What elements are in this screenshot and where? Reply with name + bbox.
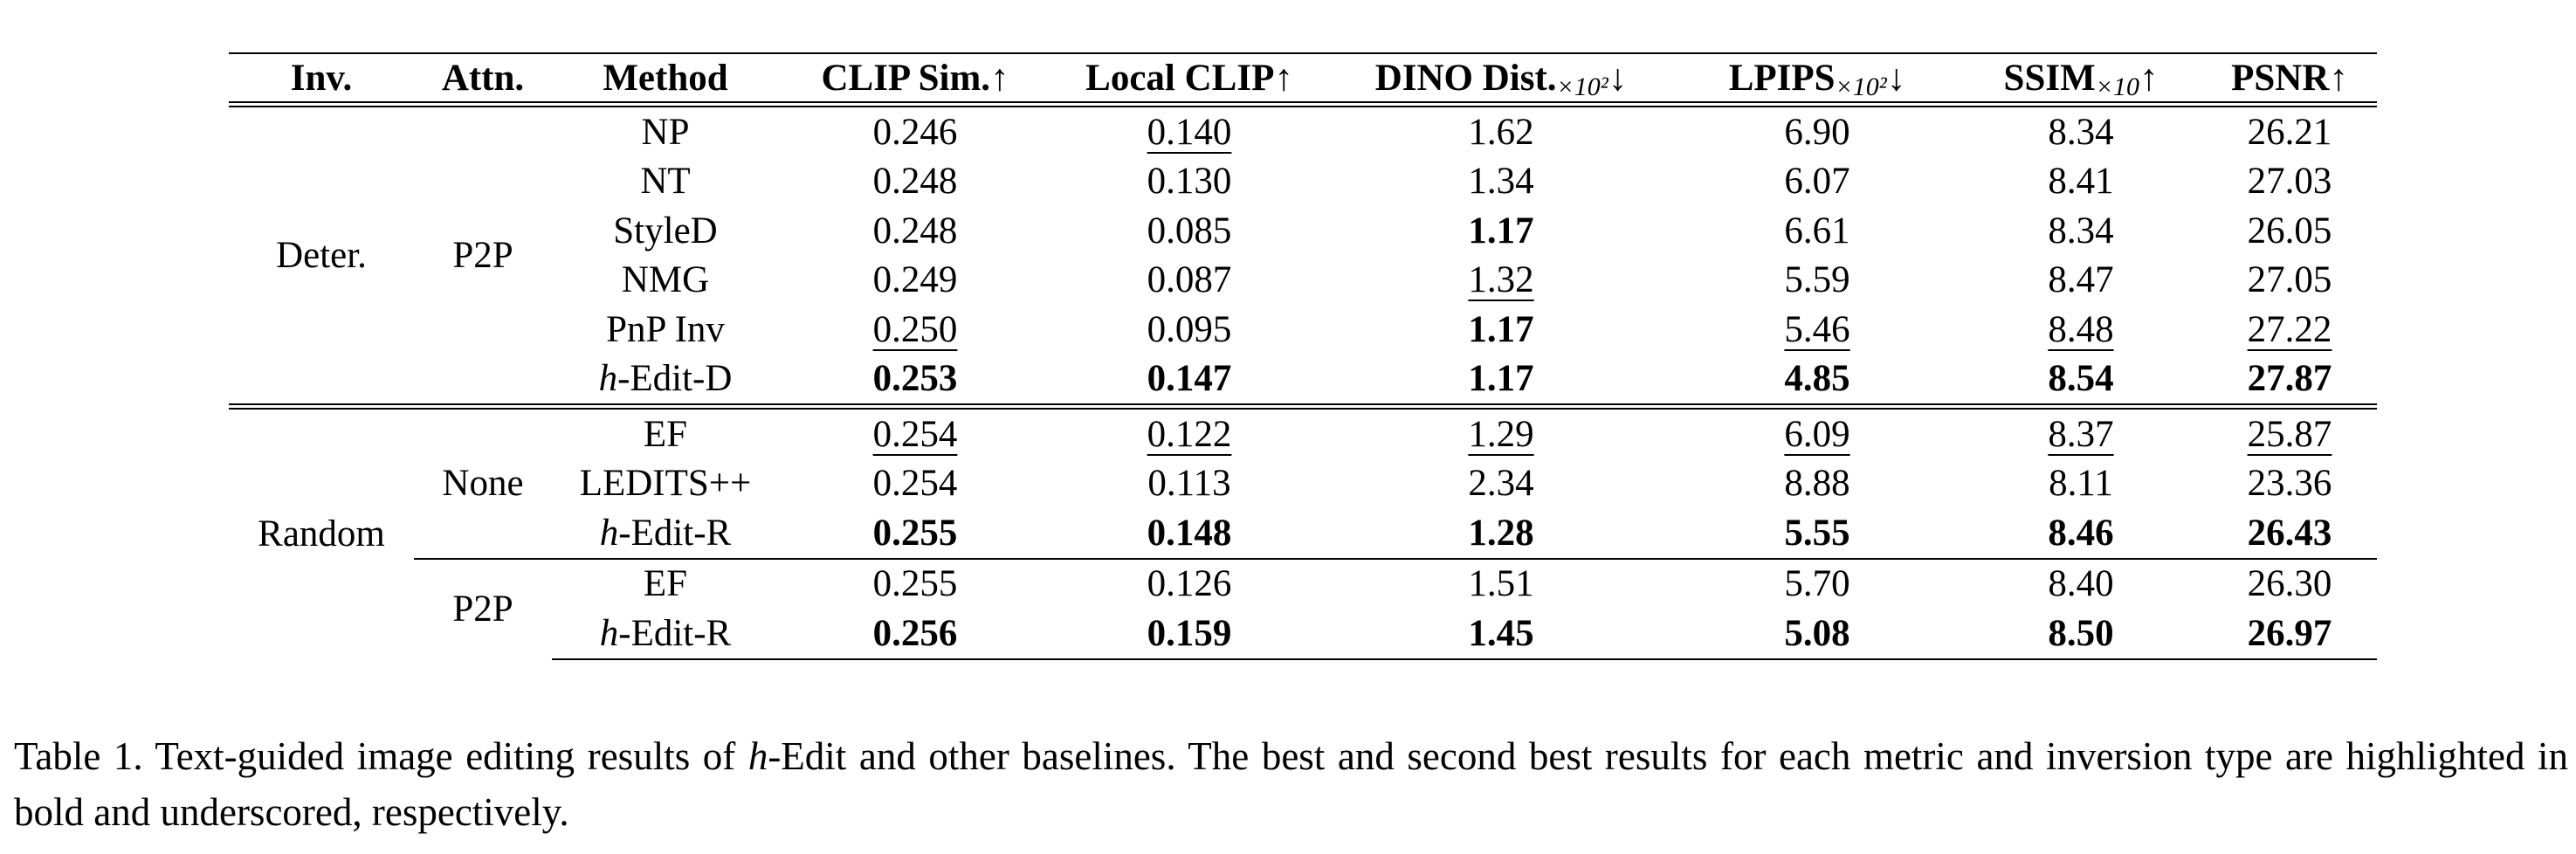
cell-local-clip: 0.085 xyxy=(1147,210,1232,251)
cell-clip: 0.256 xyxy=(779,609,1051,659)
cell-psnr: 25.87 xyxy=(2202,407,2377,459)
cell-lpips: 6.90 xyxy=(1784,111,1850,153)
caption-label: Table 1. xyxy=(14,734,143,778)
cell-method: EF xyxy=(552,559,779,610)
cell-method: StyleD xyxy=(613,210,718,251)
cell-local-clip: 0.087 xyxy=(1147,259,1232,301)
cell-local-clip: 0.140 xyxy=(1147,111,1232,153)
header-row xyxy=(229,53,2377,105)
cell-clip: 0.254 xyxy=(872,463,958,505)
cell-dino: 1.34 xyxy=(1468,161,1534,203)
cell-ssim: 8.48 xyxy=(2048,308,2114,350)
table-row xyxy=(229,105,2377,157)
cell-lpips: 5.46 xyxy=(1784,308,1850,350)
header-local-clip: Local CLIP↑ xyxy=(1051,53,1327,105)
cell-clip: 0.249 xyxy=(872,259,958,301)
header-clip-sim: CLIP Sim.↑ xyxy=(779,53,1051,105)
cell-lpips: 6.61 xyxy=(1784,210,1850,251)
table-caption: Table 1. Text-guided image editing results of h-Edit and other baselines. The best and second best results for each metric and inversion type are highlighted in bold and underscored, respectively. xyxy=(14,734,2569,834)
cell-clip: 0.255 xyxy=(872,512,958,554)
cell-psnr: 26.97 xyxy=(2202,609,2377,659)
cell-local-clip: 0.159 xyxy=(1051,609,1327,659)
table-row xyxy=(229,407,2377,459)
cell-local-clip: 0.130 xyxy=(1147,161,1232,203)
up-arrow-icon: ↑ xyxy=(2329,57,2348,99)
cell-lpips: 6.07 xyxy=(1784,161,1850,203)
cell-method: EF xyxy=(552,407,779,459)
cell-dino: 1.51 xyxy=(1327,559,1675,610)
cell-ssim: 8.34 xyxy=(2048,210,2114,251)
header-psnr: PSNR↑ xyxy=(2202,53,2377,105)
cell-method: PnP Inv xyxy=(606,308,725,350)
cell-ssim: 8.50 xyxy=(1960,609,2202,659)
cell-method: h-Edit-R xyxy=(552,609,779,659)
cell-ssim: 8.41 xyxy=(2048,161,2114,203)
results-table xyxy=(229,52,2377,660)
cell-ssim: 8.11 xyxy=(2049,463,2113,505)
group-attn-p2p: P2P xyxy=(414,105,552,407)
cell-method: NT xyxy=(640,161,691,203)
cell-psnr: 23.36 xyxy=(2247,463,2332,505)
cell-dino: 1.29 xyxy=(1327,407,1675,459)
down-arrow-icon: ↓ xyxy=(1886,57,1906,99)
cell-ssim: 8.37 xyxy=(1960,407,2202,459)
cell-lpips: 5.70 xyxy=(1675,559,1960,610)
cell-dino: 1.17 xyxy=(1468,308,1534,350)
cell-lpips: 6.09 xyxy=(1675,407,1960,459)
cell-psnr: 26.43 xyxy=(2247,512,2332,554)
cell-local-clip: 0.113 xyxy=(1147,463,1231,505)
group-attn-none: None xyxy=(414,407,552,559)
up-arrow-icon: ↑ xyxy=(990,57,1009,99)
cell-dino: 1.28 xyxy=(1468,512,1534,554)
cell-psnr: 26.21 xyxy=(2247,111,2332,153)
cell-local-clip: 0.095 xyxy=(1147,308,1232,350)
cell-dino: 1.45 xyxy=(1327,609,1675,659)
cell-clip: 0.246 xyxy=(872,111,958,153)
cell-lpips: 5.59 xyxy=(1784,259,1850,301)
cell-lpips: 4.85 xyxy=(1784,358,1850,400)
header-attn: Attn. xyxy=(414,53,552,105)
cell-psnr: 27.22 xyxy=(2247,308,2332,350)
cell-clip: 0.255 xyxy=(779,559,1051,610)
group-inv-random: Random xyxy=(229,407,414,659)
cell-psnr: 26.05 xyxy=(2247,210,2332,251)
cell-ssim: 8.40 xyxy=(1960,559,2202,610)
cell-method: LEDITS++ xyxy=(579,463,752,505)
header-lpips: LPIPS×10²↓ xyxy=(1675,53,1960,105)
cell-lpips: 8.88 xyxy=(1784,463,1850,505)
cell-lpips: 5.08 xyxy=(1675,609,1960,659)
header-ssim: SSIM×10↑ xyxy=(1960,53,2202,105)
group-attn-p2p: P2P xyxy=(414,559,552,659)
cell-psnr: 27.05 xyxy=(2247,259,2332,301)
cell-method: NMG xyxy=(621,259,710,301)
cell-local-clip: 0.147 xyxy=(1147,358,1232,400)
up-arrow-icon: ↑ xyxy=(2139,57,2159,99)
cell-local-clip: 0.126 xyxy=(1051,559,1327,610)
cell-psnr: 27.87 xyxy=(2247,358,2332,400)
cell-dino: 1.17 xyxy=(1468,210,1534,251)
cell-clip: 0.248 xyxy=(872,210,958,251)
cell-method: NP xyxy=(641,111,690,153)
table-row xyxy=(229,559,2377,610)
cell-clip: 0.253 xyxy=(872,358,958,400)
cell-ssim: 8.47 xyxy=(2048,259,2114,301)
cell-dino: 1.62 xyxy=(1468,111,1534,153)
cell-clip: 0.248 xyxy=(872,161,958,203)
cell-psnr: 27.03 xyxy=(2247,161,2332,203)
header-dino-dist: DINO Dist.×10²↓ xyxy=(1327,53,1675,105)
cell-local-clip: 0.122 xyxy=(1051,407,1327,459)
cell-dino: 2.34 xyxy=(1468,463,1534,505)
cell-lpips: 5.55 xyxy=(1784,512,1850,554)
cell-method: h-Edit-D xyxy=(598,358,733,400)
group-inv-deter: Deter. xyxy=(229,105,414,407)
cell-clip: 0.254 xyxy=(779,407,1051,459)
cell-dino: 1.17 xyxy=(1468,358,1534,400)
down-arrow-icon: ↓ xyxy=(1608,57,1628,99)
up-arrow-icon: ↑ xyxy=(1274,57,1293,99)
cell-ssim: 8.34 xyxy=(2048,111,2114,153)
header-method: Method xyxy=(552,53,779,105)
cell-ssim: 8.54 xyxy=(2048,358,2114,400)
cell-psnr: 26.30 xyxy=(2202,559,2377,610)
cell-ssim: 8.46 xyxy=(2048,512,2114,554)
cell-local-clip: 0.148 xyxy=(1147,512,1232,554)
cell-method: h-Edit-R xyxy=(599,512,732,554)
cell-clip: 0.250 xyxy=(872,308,958,350)
header-inv: Inv. xyxy=(229,53,414,105)
cell-dino: 1.32 xyxy=(1468,259,1534,301)
